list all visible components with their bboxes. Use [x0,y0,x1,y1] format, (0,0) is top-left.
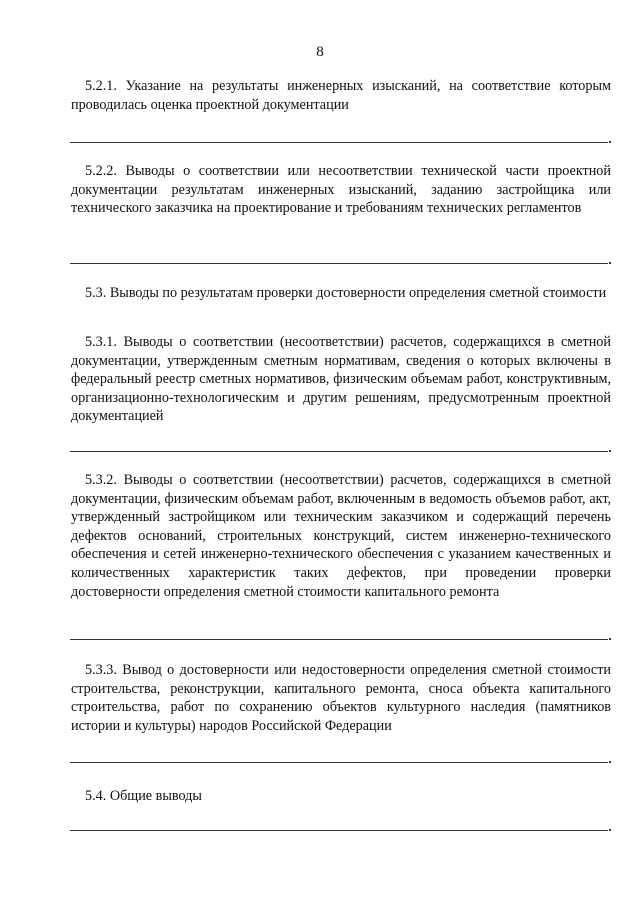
section-5-2-1-answer-line [70,142,608,143]
section-5-3-1-answer-line [70,451,608,452]
section-5-4-heading: 5.4. Общие выводы [85,788,202,804]
section-5-3-2-answer-line [70,639,608,640]
section-5-3-1-text: 5.3.1. Выводы о соответствии (несоответствии) расчетов, содержащихся в сметной документации, утвержденным сметным нормативам, сведения о которых включены в федеральный реестр сметных нормативов, физическим объемам работ, конструктивным, организационно-технологическим и другим решениям, предусмотренным проектной документацией [71,334,611,425]
section-5-3-heading: 5.3. Выводы по результатам проверки достоверности определения сметной стоимости [85,285,607,301]
section-5-3-2-text: 5.3.2. Выводы о соответствии (несоответствии) расчетов, содержащихся в сметной документации, физическим объемам работ, включенным в ведомость объемов работ, акт, утвержденный застройщиком или техническим заказчиком и содержащий перечень дефектов оснований, строительных конструкций, систем инженерно-технического обеспечения и сетей инженерно-технического обеспечения с указанием качественных и количественных характеристик таких дефектов, при проведении проверки достоверности определения сметной стоимости капитального ремонта [71,472,611,600]
section-5-2-1-text: 5.2.1. Указание на результаты инженерных изысканий, на соответствие которым проводилась оценка проектной документации [71,78,611,113]
section-5-3-3-text: 5.3.3. Вывод о достоверности или недостоверности определения сметной стоимости строительства, реконструкции, капитального ремонта, сноса объекта капитального строительства, работ по сохранению объектов культурного наследия (памятников истории и культуры) народов Российской Федерации [71,662,611,734]
section-5-4-answer-line [70,830,608,831]
section-5-3-3-answer-line [70,762,608,763]
page-number: 8 [316,44,324,60]
section-5-2-2-text: 5.2.2. Выводы о соответствии или несоответствии технической части проектной документации результатам инженерных изысканий, заданию застройщика или технического заказчика на проектирование и требованиям технических регламентов [71,163,611,217]
section-5-2-2-answer-line [70,263,608,264]
